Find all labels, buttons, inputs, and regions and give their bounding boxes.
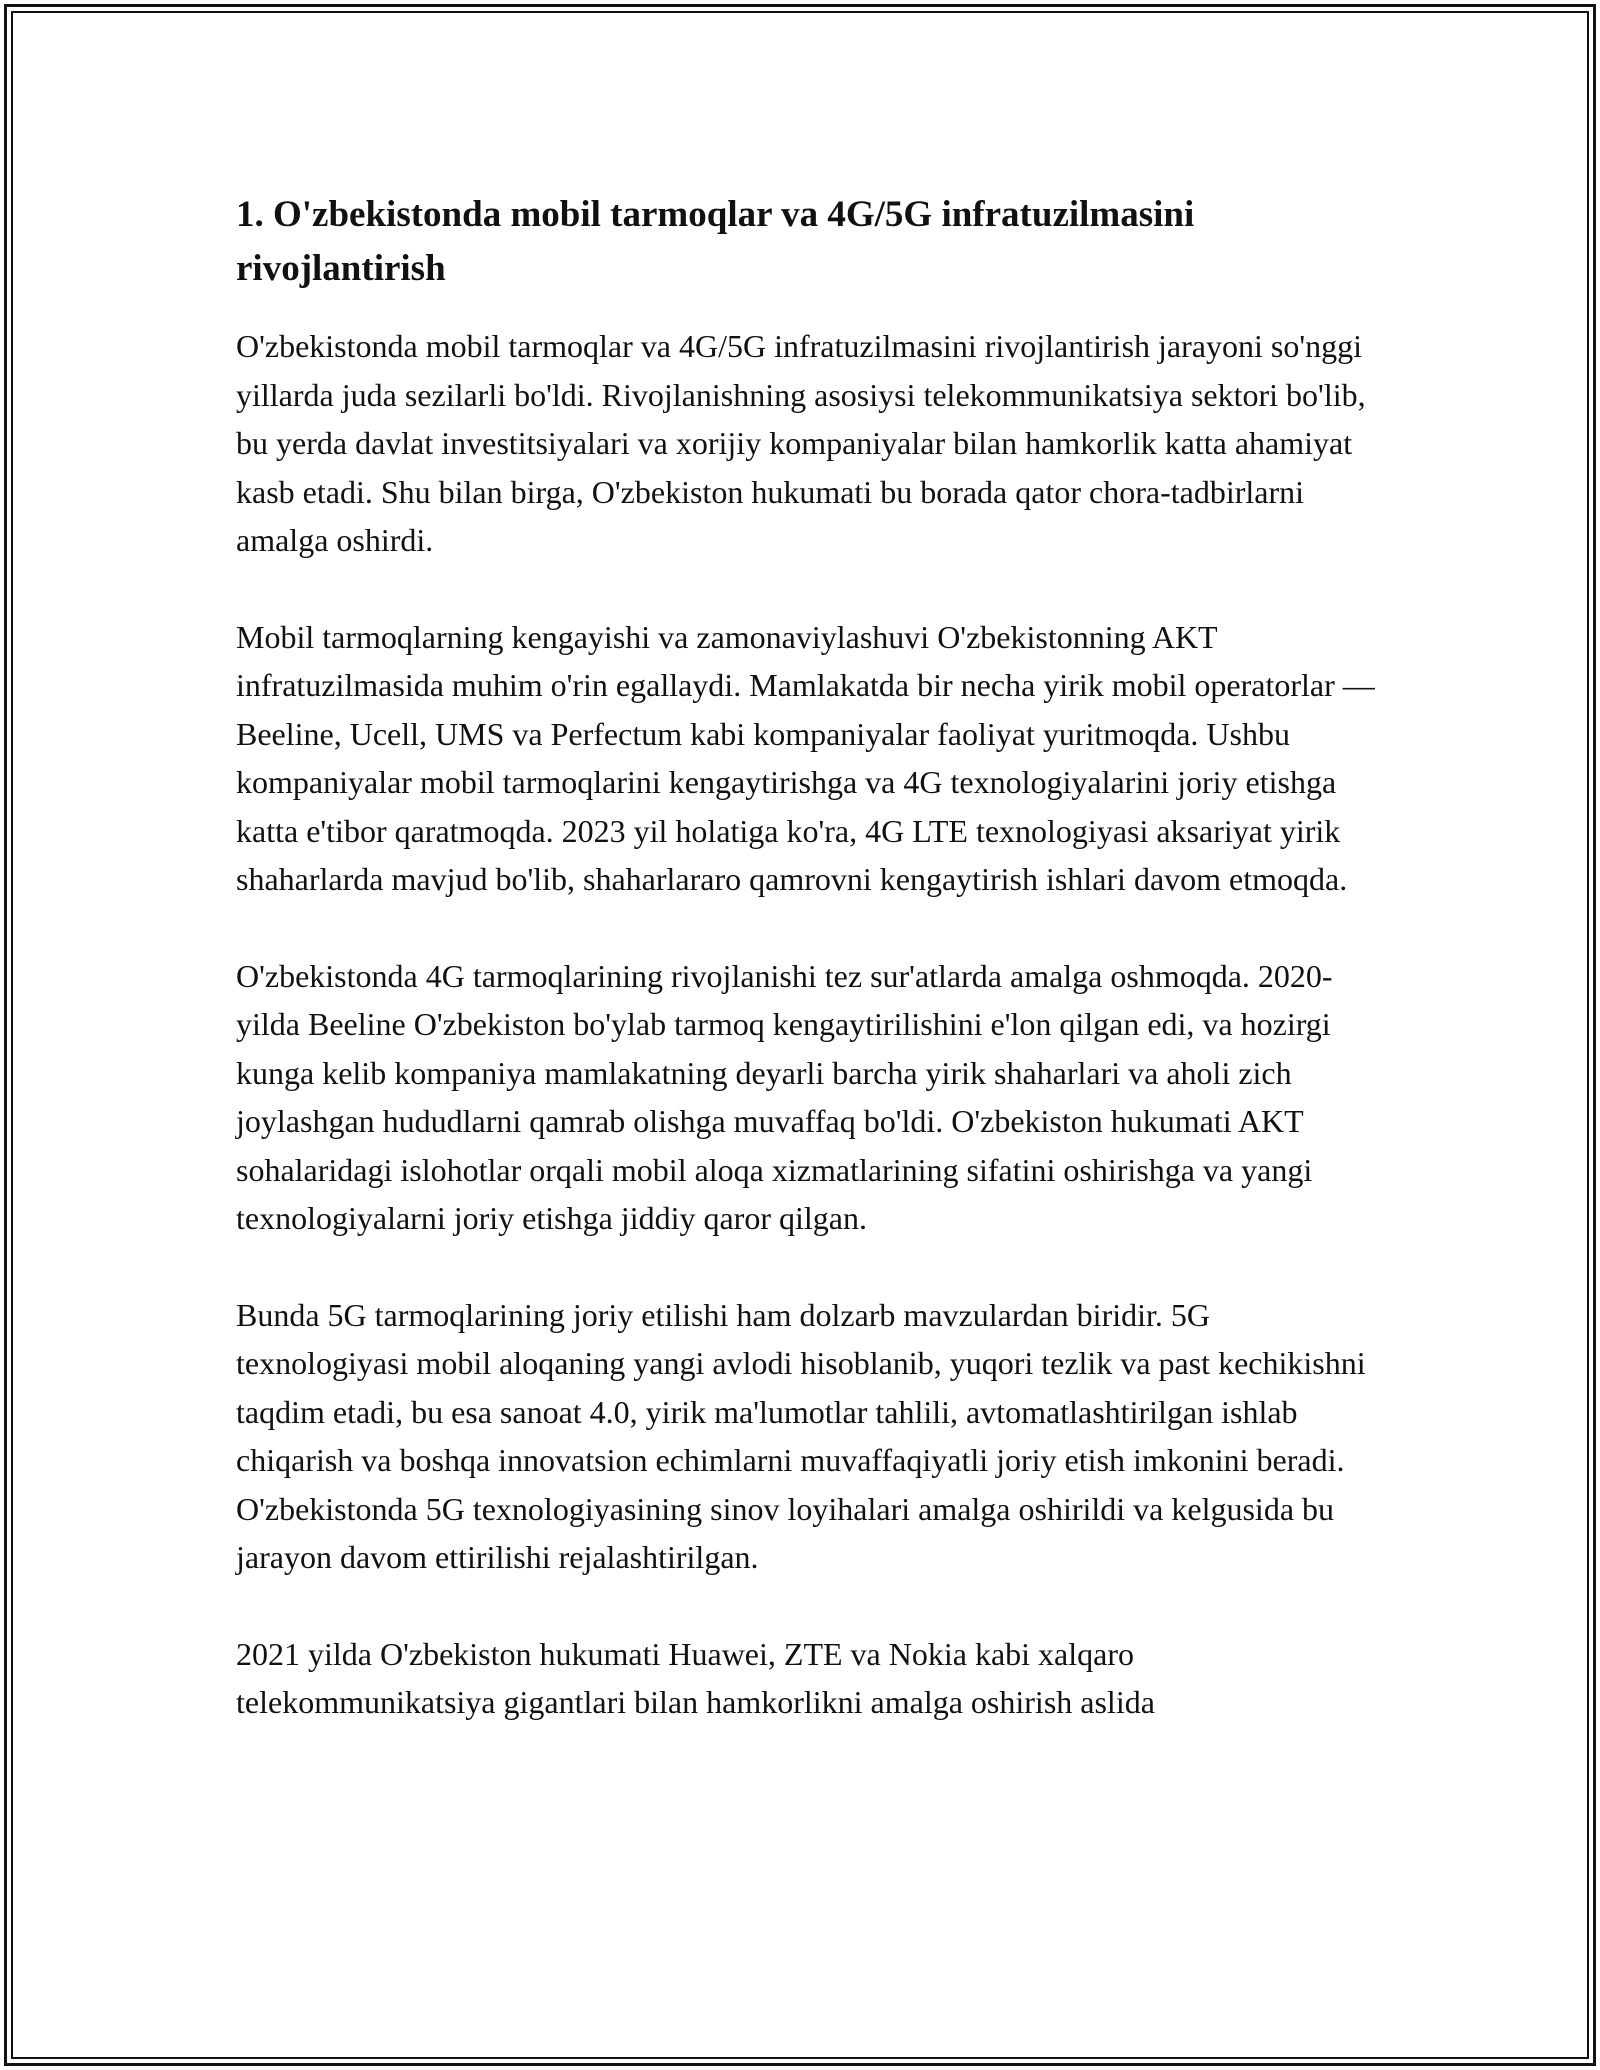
paragraph-2: Mobil tarmoqlarning kengayishi va zamonaviylashuvi O'zbekistonning AKT infratuzilmasida muhim o'rin egallaydi. Mamlakatda bir necha yirik mobil operatorlar — Beeline, Ucell, UMS va Perfectum kabi kompaniyalar faoliyat yuritmoqda. Ushbu kompaniyalar mobil tarmoqlarini kengaytirishga va 4G texnologiyalarini joriy etishga katta e'tibor qaratmoqda. 2023 yil holatiga ko'ra, 4G LTE texnologiyasi aksariyat yirik shaharlarda mavjud bo'lib, shaharlararo qamrovni kengaytirish ishlari davom etmoqda. — [236, 618, 1375, 897]
paragraph-5: 2021 yilda O'zbekiston hukumati Huawei, ZTE va Nokia kabi xalqaro telekommunikatsiya gigantlari bilan hamkorlikni amalga oshirish aslida — [236, 1635, 1155, 1720]
paragraph-3: O'zbekistonda 4G tarmoqlarining rivojlanishi tez sur'atlarda amalga oshmoqda. 2020-yilda Beeline O'zbekiston bo'ylab tarmoq kengaytirilishini e'lon qilgan edi, va hozirgi kunga kelib kompaniya mamlakatning deyarli barcha yirik shaharlari va aholi zich joylashgan hududlarni qamrab olishga muvaffaq bo'ldi. O'zbekiston hukumati AKT sohalaridagi islohotlar orqali mobil aloqa xizmatlarining sifatini oshirishga va yangi texnologiyalarni joriy etishga jiddiy qaror qilgan. — [236, 957, 1333, 1236]
document-body — [236, 188, 1376, 1775]
paragraph-1: O'zbekistonda mobil tarmoqlar va 4G/5G infratuzilmasini rivojlantirish jarayoni so'nggi yillarda juda sezilarli bo'ldi. Rivojlanishning asosiysi telekommunikatsiya sektori bo'lib, bu yerda davlat investitsiyalari va xorijiy kompaniyalar bilan hamkorlik katta ahamiyat kasb etadi. Shu bilan birga, O'zbekiston hukumati bu borada qator chora-tadbirlarni amalga oshirdi. — [236, 328, 1366, 558]
paragraph-4: Bunda 5G tarmoqlarining joriy etilishi ham dolzarb mavzulardan biridir. 5G texnologiyasi mobil aloqaning yangi avlodi hisoblanib, yuqori tezlik va past kechikishni taqdim etadi, bu esa sanoat 4.0, yirik ma'lumotlar tahlili, avtomatlashtirilgan ishlab chiqarish va boshqa innovatsion echimlarni muvaffaqiyatli joriy etish imkonini beradi. O'zbekistonda 5G texnologiyasining sinov loyihalari amalga oshirildi va kelgusida bu jarayon davom ettirilishi rejalashtirilgan. — [236, 1296, 1366, 1575]
section-heading: 1. O'zbekistonda mobil tarmoqlar va 4G/5G infratuzilmasini rivojlantirish — [236, 194, 1195, 289]
